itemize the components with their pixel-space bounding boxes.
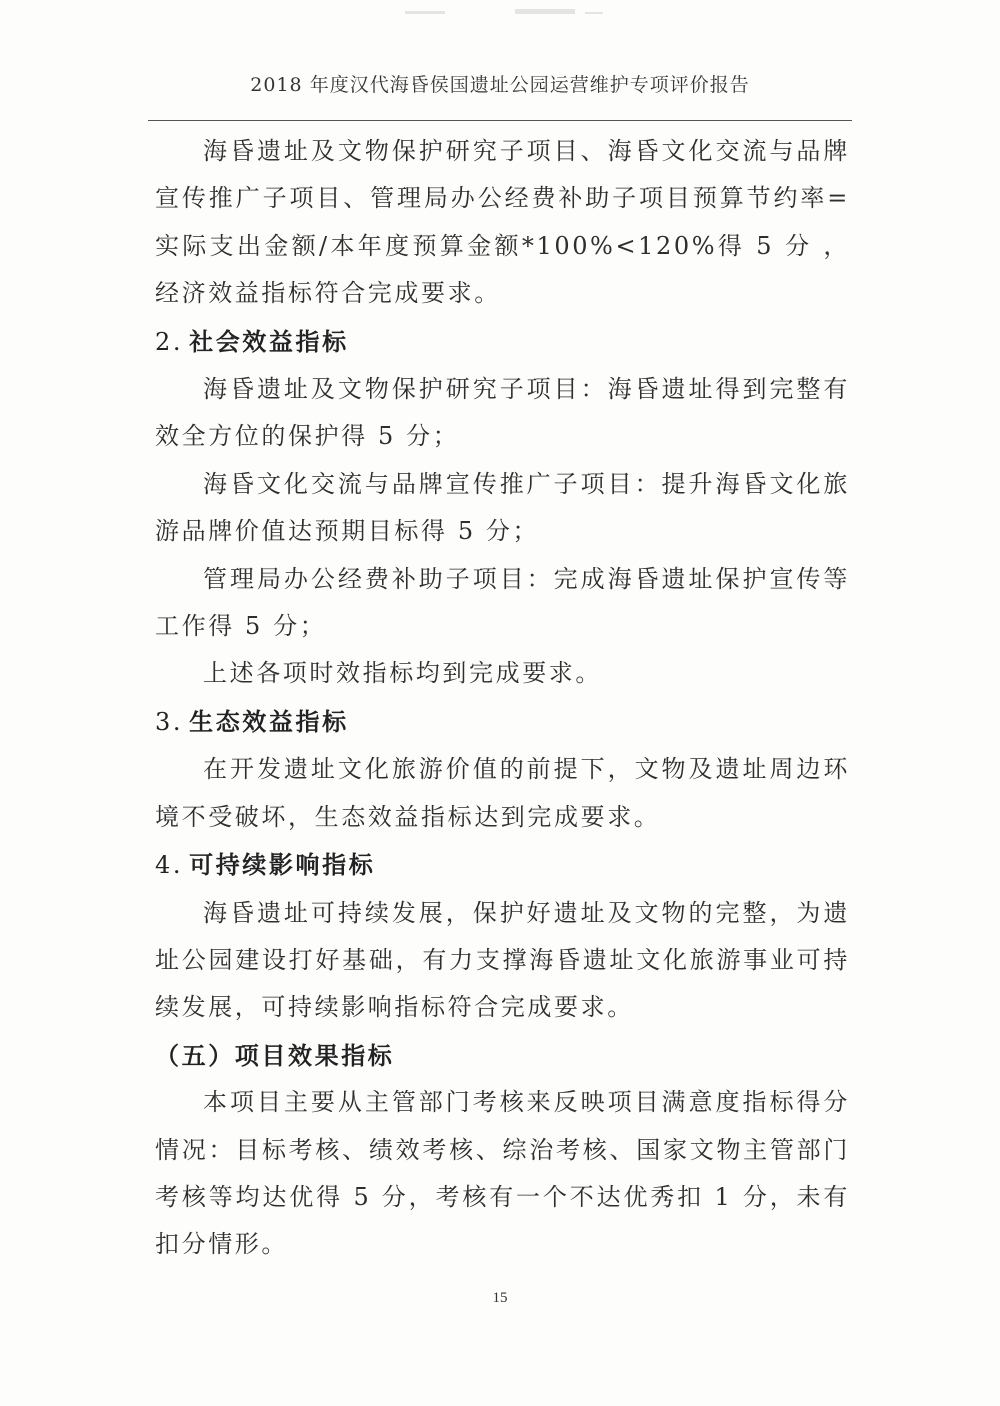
paragraph-office-subsidy: 管理局办公经费补助子项目：完成海昏遗址保护宣传等工作得 5 分； xyxy=(155,564,850,641)
heading-ecological-benefit xyxy=(155,698,850,746)
running-header: 2018 年度汉代海昏侯国遗址公园运营维护专项评价报告 xyxy=(250,74,750,96)
paragraph-ecological: 在开发遗址文化旅游价值的前提下，文物及遗址周边环境不受破坏，生态效益指标达到完成要求。 xyxy=(155,755,850,831)
heading-number: 4. xyxy=(155,851,184,880)
scan-noise-mark xyxy=(405,6,605,20)
paragraph-economic-benefit: 海昏遗址及文物保护研究子项目、海昏文化交流与品牌宣传推广子项目、管理局办公经费补助子项目预算节约率=实际支出金额/本年度预算金额*100%<120%得 5 分 ，经济效益指标符合完成要求。 xyxy=(155,137,850,308)
header-rule xyxy=(148,120,852,121)
heading-text: 可持续影响指标 xyxy=(189,850,376,880)
paragraph-sustainability: 海昏遗址可持续发展，保护好遗址及文物的完整，为遗址公园建设打好基础，有力支撑海昏遗址文化旅游事业可持续发展，可持续影响指标符合完成要求。 xyxy=(155,898,850,1022)
heading-social-benefit xyxy=(155,318,850,366)
page-number: 15 xyxy=(492,1290,508,1306)
heading-project-effect: （五）项目效果指标 xyxy=(155,1040,395,1070)
paragraph-heritage-protection: 海昏遗址及文物保护研究子项目：海昏遗址得到完整有效全方位的保护得 5 分； xyxy=(155,375,850,451)
paragraph-summary: 上述各项时效指标均到完成要求。 xyxy=(203,659,602,688)
body-text xyxy=(155,128,850,1269)
heading-number: 2. xyxy=(155,327,184,356)
paragraph-satisfaction: 本项目主要从主管部门考核来反映项目满意度指标得分情况：目标考核、绩效考核、综治考核、国家文物主管部门考核等均达优得 5 分，考核有一个不达优秀扣 1 分，未有扣分情形。 xyxy=(155,1088,850,1259)
paragraph-brand-promotion: 海昏文化交流与品牌宣传推广子项目：提升海昏文化旅游品牌价值达预期目标得 5 分； xyxy=(155,469,850,546)
heading-sustainability xyxy=(155,841,850,889)
heading-number: 3. xyxy=(155,707,184,736)
heading-text: 社会效益指标 xyxy=(189,326,349,356)
heading-text: 生态效益指标 xyxy=(189,706,349,736)
